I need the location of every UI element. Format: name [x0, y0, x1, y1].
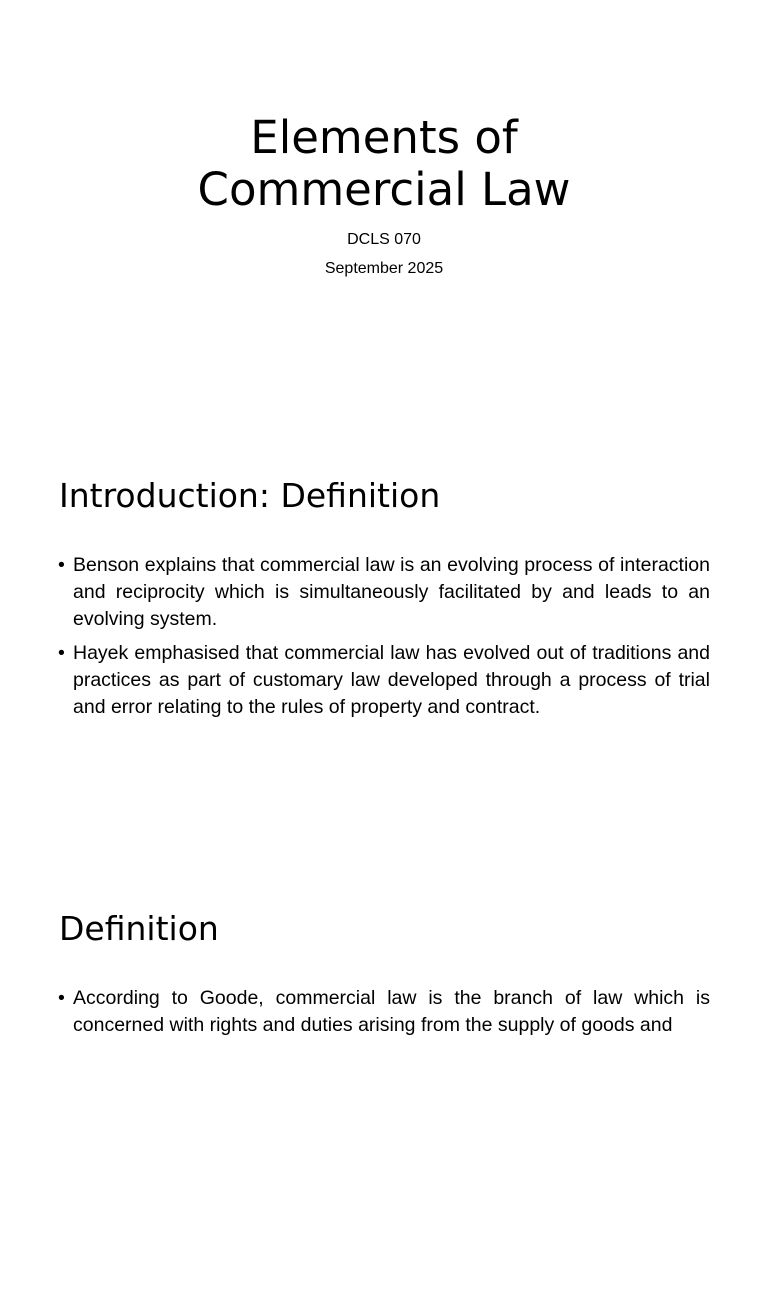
bullet-dot: • — [58, 642, 65, 664]
course-code: DCLS 070 — [347, 231, 421, 248]
title-slide — [0, 0, 768, 432]
bullet-text: According to Goode, commercial law is the branch of law which is concerned with rights and duties arising from the supply of goods and — [73, 987, 710, 1036]
definition-heading: Definition — [59, 909, 219, 948]
bullet-text: Benson explains that commercial law is an evolving process of interaction and reciprocity which is simultaneously facilitated by and leads to an evolving system. — [73, 554, 710, 630]
bullet-dot: • — [58, 554, 65, 576]
list-item — [58, 552, 710, 633]
intro-bullet-list — [58, 552, 710, 728]
list-item — [58, 640, 710, 721]
list-item — [58, 985, 710, 1039]
title-block — [0, 112, 768, 216]
bullet-dot: • — [58, 987, 65, 1009]
intro-slide — [0, 432, 768, 864]
title-line-2: Commercial Law — [197, 163, 571, 216]
title-line-1: Elements of — [250, 111, 518, 164]
intro-heading: Introduction: Definition — [59, 476, 441, 515]
bullet-text: Hayek emphasised that commercial law has evolved out of traditions and practices as part of customary law developed through a process of trial and error relating to the rules of property and contract. — [73, 642, 710, 718]
presentation-date: September 2025 — [324, 260, 444, 277]
definition-bullet-list — [58, 985, 710, 1046]
main-title — [0, 112, 768, 216]
definition-slide — [0, 864, 768, 1296]
subtitle-block — [0, 228, 768, 286]
